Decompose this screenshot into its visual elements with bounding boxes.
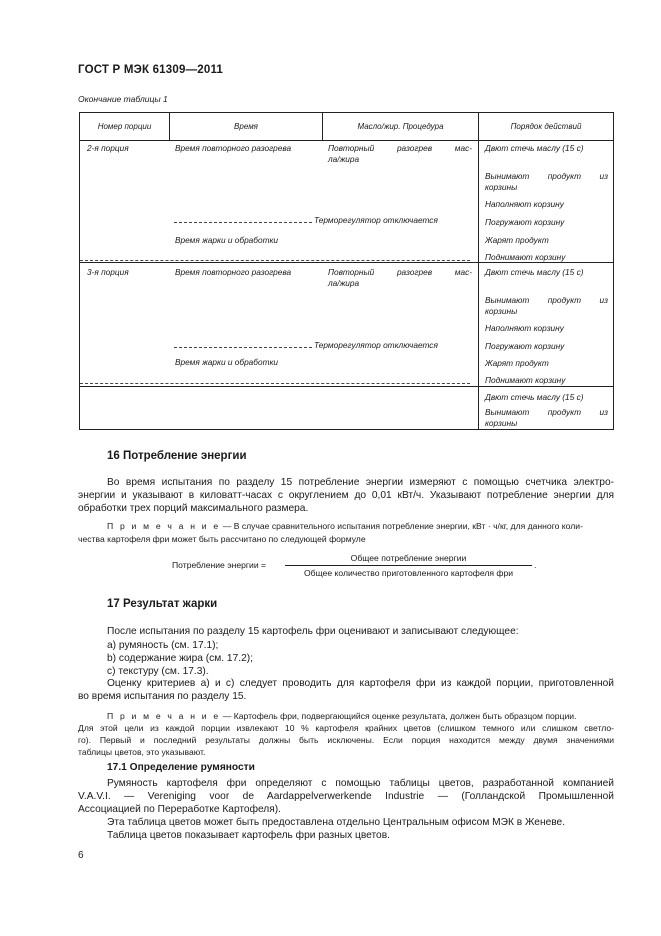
portion-3-proc-line2: ла/жира bbox=[328, 278, 360, 288]
subsection-17-1-line5: Таблица цветов показывает картофель фри разных цветов. bbox=[107, 830, 390, 841]
section-17-note-line3: го). Первый и последний результаты должны быть исключены. Если порция находится между двумя значениями bbox=[78, 735, 614, 745]
p2-action-dip: Погружают корзину bbox=[485, 217, 565, 227]
page-number: 6 bbox=[78, 850, 84, 861]
p3-action-remove-cont: корзины bbox=[485, 306, 518, 316]
final-action-remove-cont: корзины bbox=[485, 418, 518, 428]
portion-3-proc-line1: Повторный разогрев мас- bbox=[328, 267, 472, 277]
portion-2-reheat-time: Время повторного разогрева bbox=[175, 143, 292, 153]
portion-2-fry-time: Время жарки и обработки bbox=[175, 235, 279, 245]
p3-action-drain: Двют стечь маслу (15 с) bbox=[485, 267, 584, 277]
p2-action-remove-cont: корзины bbox=[485, 182, 518, 192]
formula-denominator: Общее количество приготовленного картофеля фри bbox=[303, 568, 514, 578]
section-17-intro: После испытания по разделу 15 картофель фри оценивают и записывают следующее: bbox=[107, 626, 519, 637]
p3-action-remove: Вынимают продукт из bbox=[485, 295, 608, 305]
section-17-heading: 17 Результат жарки bbox=[107, 598, 218, 610]
section-17-para-line1: Оценку критериев а) и с) следует проводить для картофеля фри из каждой порции, приготовленной bbox=[107, 678, 614, 689]
section-16-note bbox=[107, 520, 614, 532]
portion-2-thermostat: Терморегулятор отключается bbox=[314, 215, 438, 225]
p2-action-fill: Наполняют корзину bbox=[485, 199, 564, 209]
section-17-note bbox=[107, 710, 614, 722]
col-header-time: Время bbox=[234, 122, 258, 131]
final-action-drain: Двют стечь маслу (15 с) bbox=[485, 392, 584, 402]
col-header-procedure: Масло/жир. Процедура bbox=[357, 122, 444, 131]
section-16-para-line1: Во время испытания по разделу 15 потребление энергии измеряют с помощью счетчика электро- bbox=[107, 477, 614, 488]
subsection-17-1-heading: 17.1 Определение румяности bbox=[107, 762, 255, 773]
portion-3-thermostat: Терморегулятор отключается bbox=[314, 340, 438, 350]
header-rule bbox=[80, 140, 613, 141]
dashed-rule bbox=[174, 222, 312, 223]
dashed-rule bbox=[174, 347, 312, 348]
document-header: ГОСТ Р МЭК 61309—2011 bbox=[78, 64, 224, 76]
dashed-rule bbox=[80, 260, 470, 261]
formula-numerator: Общее потребление энергии bbox=[350, 553, 467, 563]
row-rule bbox=[80, 386, 613, 387]
p2-action-lift: Поднимают корзину bbox=[485, 252, 566, 262]
section-17-note-line4: таблицы цветов, это указывают. bbox=[78, 747, 206, 757]
note-label: П р и м е ч а н и е bbox=[107, 521, 221, 531]
p3-action-fill: Наполняют корзину bbox=[485, 323, 564, 333]
note-label: П р и м е ч а н и е bbox=[107, 711, 221, 721]
portion-3-fry-time: Время жарки и обработки bbox=[175, 357, 279, 367]
p2-action-drain: Двют стечь маслу (15 с) bbox=[485, 143, 584, 153]
subsection-17-1-line3: Ассоциацией по Переработке Картофеля). bbox=[78, 804, 281, 815]
p2-action-remove: Вынимают продукт из bbox=[485, 171, 608, 181]
subsection-17-1-line2: V.A.V.I. — Vereniging voor de Aardappelverwerkende Industrie — (Голландской Промышленной bbox=[78, 791, 614, 802]
section-16-para-line3: обработки трех порций максимального размера. bbox=[78, 503, 309, 514]
portion-2-proc-line1: Повторный разогрев мас- bbox=[328, 143, 472, 153]
portion-3-label: 3-я порция bbox=[87, 267, 129, 277]
section-17-item-c: с) текстуру (см. 17.3). bbox=[107, 666, 209, 677]
portion-2-proc-line2: ла/жира bbox=[328, 154, 360, 164]
note-text: — В случае сравнительного испытания потребление энергии, кВт · ч/кг, для данного коли- bbox=[220, 521, 583, 531]
p3-action-lift: Поднимают корзину bbox=[485, 375, 566, 385]
section-16-para-line2: энергии и указывают в киловатт-часах с округлением до 0,01 кВт/ч. Указывают потребление энергии для bbox=[78, 490, 614, 501]
note-text: — Картофель фри, подвергающийся оценке результата, должен быть образцом порции. bbox=[220, 711, 577, 721]
col-header-actions: Порядок действий bbox=[510, 122, 582, 131]
formula-tail: . bbox=[534, 560, 537, 570]
portion-3-reheat-time: Время повторного разогрева bbox=[175, 267, 292, 277]
section-16-note-line2: чества картофеля фри может быть рассчитано по следующей формуле bbox=[78, 534, 366, 544]
p3-action-dip: Погружают корзину bbox=[485, 341, 565, 351]
section-16-heading: 16 Потребление энергии bbox=[107, 450, 247, 462]
col-header-portion: Номер порции bbox=[97, 122, 152, 131]
table-caption: Окончание таблицы 1 bbox=[78, 94, 168, 104]
section-17-note-line2: Для этой цели из каждой порции извлекают 10 % картофеля крайних цветов (слишком темного или слишком светло- bbox=[78, 723, 614, 733]
section-17-item-a: а) румяность (см. 17.1); bbox=[107, 640, 219, 651]
fraction-bar bbox=[285, 565, 532, 566]
subsection-17-1-line4: Эта таблица цветов может быть предоставлена отдельно Центральным офисом МЭК в Женеве. bbox=[107, 817, 566, 828]
dashed-rule bbox=[80, 383, 470, 384]
table-1 bbox=[79, 112, 614, 430]
p3-action-fry: Жарят продукт bbox=[485, 358, 549, 368]
subsection-17-1-line1: Румяность картофеля фри определяют с помощью таблицы цветов, разработанной компанией bbox=[107, 778, 614, 789]
col-divider bbox=[478, 113, 479, 429]
formula-lhs: Потребление энергии = bbox=[172, 560, 267, 570]
portion-2-label: 2-я порция bbox=[87, 143, 129, 153]
p2-action-fry: Жарят продукт bbox=[485, 235, 549, 245]
final-action-remove: Вынимают продукт из bbox=[485, 407, 608, 417]
section-17-item-b: b) содержание жира (см. 17.2); bbox=[107, 653, 253, 664]
section-17-para-line2: во время испытания по разделу 15. bbox=[78, 691, 247, 702]
